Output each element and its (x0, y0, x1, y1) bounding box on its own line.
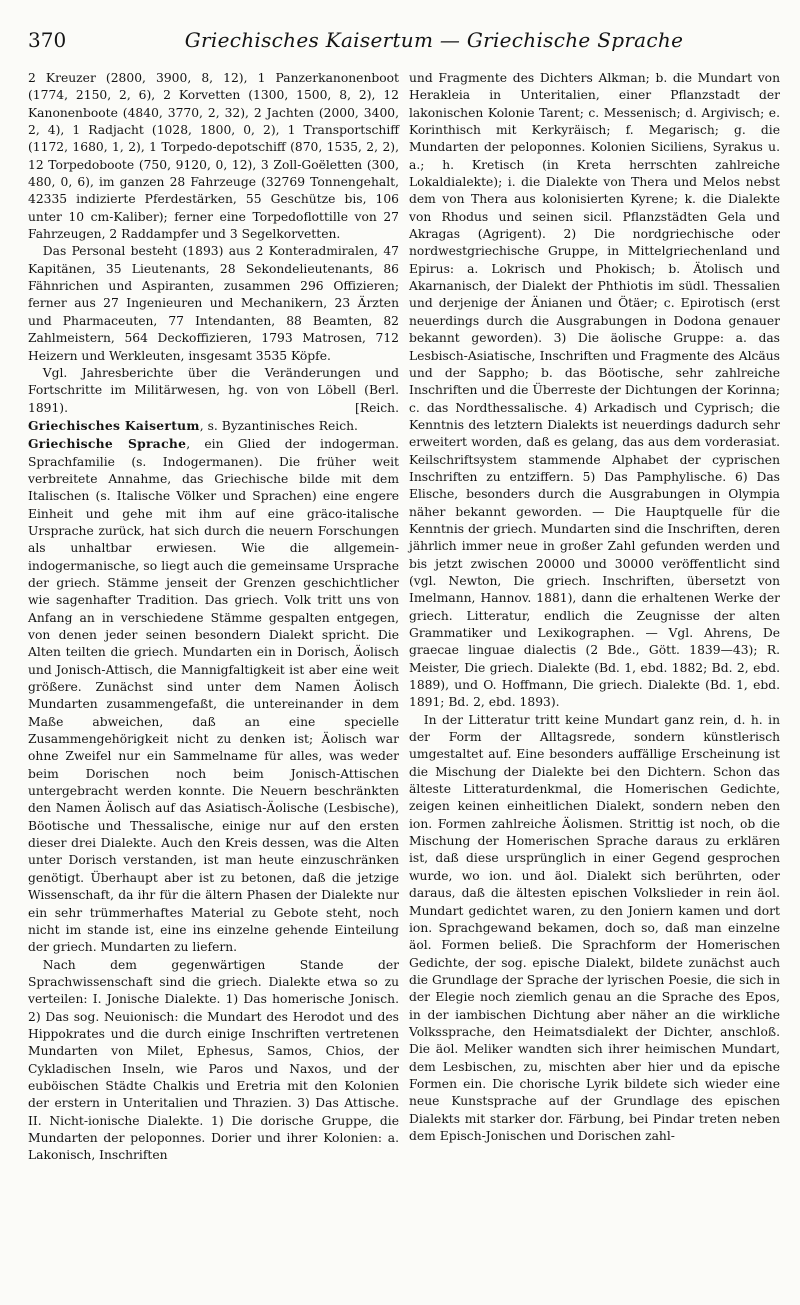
lemma-text: , ein Glied der indogerman. Sprachfamilie (s. Indogermanen). Die früher weit verbreitete Annahme, das Griechische bilde mit dem Italischen (s. Italische Völker und Sprachen) eine engere Einheit und gehe mit ihm auf eine gräco-italische Ursprache zurück, hat sich durch die neuern Forschungen als unhaltbar erwiesen. Wie die allgemein-indogermanische, so liegt auch die gemeinsame Ursprache der griech. Stämme jenseit der Grenzen geschichtlicher wie sagenhafter Tradition. Das griech. Volk tritt uns von Anfang an in verschiedene Stämme gespalten entgegen, von denen jeder seinen besondern Dialekt spricht. Die Alten teilten die griech. Mundarten ein in Dorisch, Äolisch und Jonisch-Attisch, die Mannigfaltigkeit ist aber eine weit größere. Zunächst sind unter dem Namen Äolisch Mundarten zusammengefaßt, die untereinander in dem Maße abweichen, daß an eine specielle Zusammengehörigkeit nicht zu denken ist; Äolisch war ohne Zweifel nur ein Sammelname für alles, was weder beim Dorischen noch beim Jonisch-Attischen untergebracht werden konnte. Die Neuern beschränkten den Namen Äolisch auf das Asiatisch-Äolische (Lesbische), Böotische und Thessalische, einige nur auf den ersten dieser drei Dialekte. Auch den Kreis dessen, was die Alten unter Dorisch verstanden, ist man heute einzuschränken genötigt. Überhaupt aber ist zu betonen, daß die jetzige Wissenschaft, da ihr für die ältern Phasen der Dialekte nur ein sehr trümmerhaftes Material zu Gebote steht, noch nicht im stande ist, eine ins einzelne gehende Einteilung der griech. Mundarten zu liefern. (28, 437, 399, 955)
paragraph: und Fragmente des Dichters Alkman; b. die Mundart von Herakleia in Unteritalien, einer Pflanzstadt der lakonischen Kolonie Tarent; c. Messenisch; d. Argivisch; e. Korinthisch mit Kerkyräisch; f. Megarisch; g. die Mundarten der peloponnes. Kolonien Siciliens, Syrakus u. a.; h. Kretisch (in Kreta herrschten zahlreiche Lokaldialekte); i. die Dialekte von Thera und Melos nebst dem von Thera aus kolonisierten Kyrene; k. die Dialekte von Rhodus und seinen sicil. Pflanzstädten Gela und Akragas (Agrigent). 2) Die nordgriechische oder nordwestgriechische Gruppe, in Mittelgriechenland und Epirus: a. Lokrisch und Phokisch; b. Ätolisch und Akarnanisch, der Dialekt der Phthiotis im südl. Thessalien und derjenige der Änianen und Ötäer; c. Epirotisch (erst neuerdings durch die Ausgrabungen in Dodona genauer bekannt geworden). 3) Die äolische Gruppe: a. das Lesbisch-Asiatische, Inschriften und Fragmente des Alcäus und der Sappho; b. das Böotische, sehr zahlreiche Inschriften und die Überreste der Dichtungen der Korinna; c. das Nordthessalische. 4) Arkadisch und Cyprisch; die Kenntnis des letztern Dialekts ist neuerdings dadurch sehr erweitert worden, daß es gelang, das aus dem vorderasiat. Keilschriftsystem stammende Alphabet der cyprischen Inschriften zu entziffern. 5) Das Pamphylische. 6) Das Elische, besonders durch die Ausgrabungen in Olympia näher bekannt geworden. — Die Hauptquelle für die Kenntnis der griech. Mundarten sind die Inschriften, deren jährlich immer neue in großer Zahl gefunden werden und bis jetzt zwischen 20000 und 30000 veröffentlicht sind (vgl. Newton, Die griech. Inschriften, übersetzt von Imelmann, Hannov. 1881), dann die erhaltenen Werke der griech. Litteratur, endlich die Zeugnisse der alten Grammatiker und Lexikographen. — Vgl. Ahrens, De graecae linguae dialectis (2 Bde., Gött. 1839—43); R. Meister, Die griech. Dialekte (Bd. 1, ebd. 1882; Bd. 2, ebd. 1889), und O. Hoffmann, Die griech. Dialekte (Bd. 1, ebd. 1891; Bd. 2, ebd. 1893). (409, 71, 780, 710)
running-title: Griechisches Kaisertum — Griechische Sprache (184, 28, 684, 52)
page-number: 370 (28, 28, 67, 52)
paragraph: Nach dem gegenwärtigen Stande der Sprachwissenschaft sind die griech. Dialekte etwa so zu verteilen: I. Jonische Dialekte. 1) Das homerische Jonisch. 2) Das sog. Neuionisch: die Mundart des Herodot und des Hippokrates und die durch einige Inschriften vertretenen Mundarten von Milet, Ephesus, Samos, Chios, der Cykladischen Inseln, wie Paros und Naxos, und der euböischen Städte Chalkis und Eretria mit den Kolonien der erstern in Unteritalien und Thrazien. 3) Das Attische. II. Nicht-ionische Dialekte. 1) Die dorische Gruppe, die Mundarten der peloponnes. Dorier und ihrer Kolonien: a. Lakonisch, Inschriften (28, 957, 399, 1163)
paragraph-text: Vgl. Jahresberichte über die Veränderungen und Fortschritte im Militärwesen, hg. von von Löbell (Berl. 1891). (28, 365, 399, 415)
lemma-entry (28, 435, 399, 956)
lemma-heading: Griechische Sprache (28, 436, 187, 452)
paragraph: Das Personal besteht (1893) aus 2 Konteradmiralen, 47 Kapitänen, 35 Lieutenants, 28 Sekondelieutenants, 86 Fähnrichen und Aspiranten, zusammen 296 Offizieren; ferner aus 27 Ingenieuren und Mechanikern, 23 Ärzten und Pharmaceuten, 77 Intendanten, 88 Beamten, 82 Zahlmeistern, 564 Deckoffizieren, 1793 Matrosen, 712 Heizern und Werkleuten, insgesamt 3535 Köpfe. (28, 244, 399, 363)
lemma-entry (28, 417, 399, 435)
paragraph: 2 Kreuzer (2800, 3900, 8, 12), 1 Panzerkanonenboot (1774, 2150, 2, 6), 2 Korvetten (1300, 1500, 8, 2), 12 Kanonenboote (4840, 3770, 2, 32), 2 Jachten (2000, 3400, 2, 4), 1 Radjacht (1028, 1800, 0, 2), 1 Transportschiff (1172, 1680, 1, 2), 1 Torpedo-depotschiff (870, 1535, 2, 2), 12 Torpedoboote (750, 9120, 0, 12), 3 Zoll-Goëletten (300, 480, 0, 6), im ganzen 28 Fahrzeuge (32769 Tonnengehalt, 42335 indizierte Pferdestärken, 55 Geschütze bis, 106 unter 10 cm-Kaliber); ferner eine Torpedoflottille von 27 Fahrzeugen, 2 Raddampfer und 3 Segelkorvetten. (28, 71, 399, 242)
left-column (28, 70, 399, 1165)
line-overflow: [Reich. (355, 400, 399, 415)
paragraph (28, 365, 399, 417)
lemma-text: , s. Byzantinisches Reich. (199, 418, 358, 433)
text-columns (28, 70, 780, 1165)
lemma-heading: Griechisches Kaisertum (28, 417, 200, 433)
paragraph: In der Litteratur tritt keine Mundart ganz rein, d. h. in der Form der Alltagsrede, sondern künstlerisch umgestaltet auf. Eine besonders auffällige Erscheinung ist die Mischung der Dialekte bei den Dichtern. Schon das älteste Litteraturdenkmal, die Homerischen Gedichte, zeigen keinen einheitlichen Dialekt, sondern neben den ion. Formen zahlreiche Äolismen. Strittig ist noch, ob die Mischung der Homerischen Sprache daraus zu erklären ist, daß diese ursprünglich in einer Gegend gesprochen wurde, wo ion. und äol. Dialekt sich berührten, oder daraus, daß die ältesten epischen Volkslieder in rein äol. Mundart gedichtet waren, zu den Joniern kamen und dort ion. Sprachgewand bekamen, doch so, daß man einzelne äol. Formen beließ. Die Sprachform der Homerischen Gedichte, der sog. epische Dialekt, bildete zunächst auch die Grundlage der Sprache der lyrischen Poesie, die sich in der Elegie noch ziemlich genau an die Sprache des Epos, in der iambischen Dichtung aber näher an die wirkliche Volkssprache, den Heimatsdialekt der Dichter, anschloß. Die äol. Meliker wandten sich ihrer heimischen Mundart, dem Lesbischen, zu, mischten aber hier und da epische Formen ein. Die chorische Lyrik bildete sich wieder eine neue Kunstsprache auf der Grundlage des epischen Dialekts mit starker dor. Färbung, bei Pindar treten neben dem Episch-Jonischen und Dorischen zahl- (409, 712, 780, 1143)
page-header (28, 28, 780, 60)
right-column (409, 70, 780, 1165)
